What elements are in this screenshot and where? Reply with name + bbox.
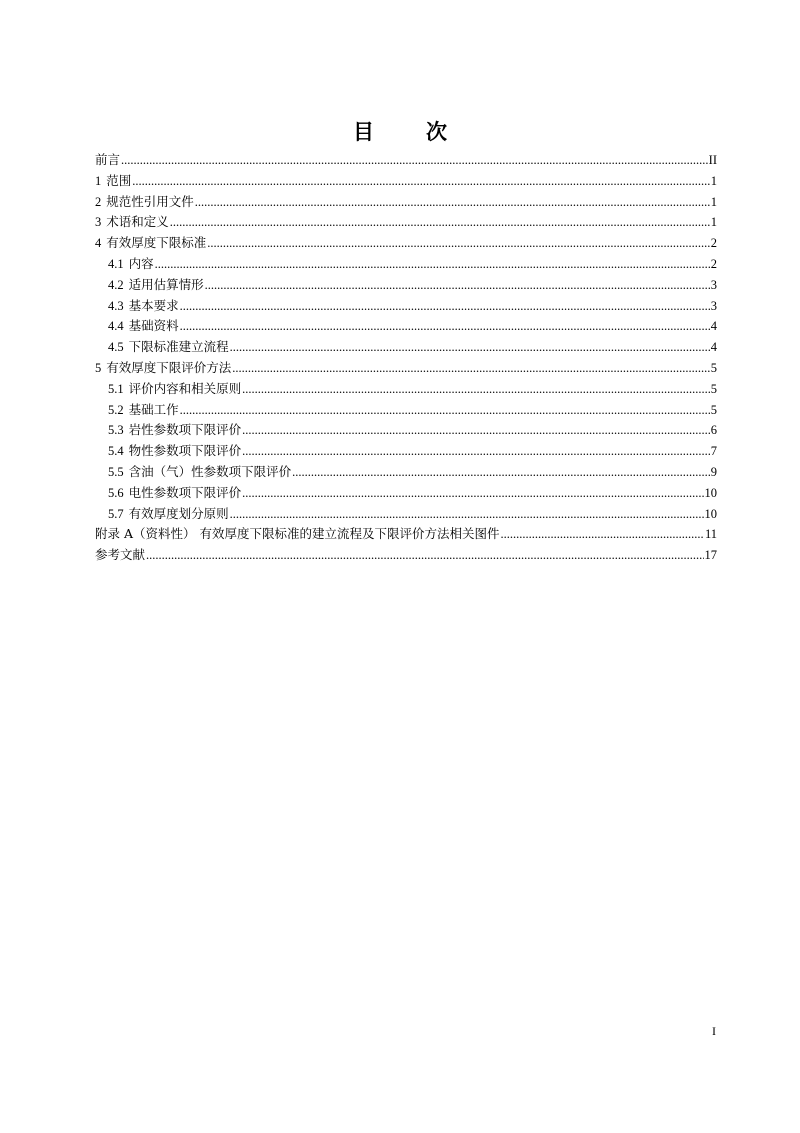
toc-entry-text: 附录 A（资料性） 有效厚度下限标准的建立流程及下限评价方法相关图件 [95,526,500,542]
toc-entry-5-6[interactable] [95,483,717,504]
toc-entry-5-5[interactable] [95,462,717,483]
toc-title-char-2: 次 [426,119,447,144]
toc-leader-dots [121,150,708,171]
toc-entry-text: 前言 [95,152,121,167]
toc-entry-number: 2 [95,194,102,209]
toc-entry-page: 10 [704,506,717,521]
toc-entry-number: 1 [95,173,102,188]
toc-entry-page: 17 [704,548,717,563]
toc-entry-4-2[interactable] [95,275,717,296]
toc-leader-dots [242,483,703,504]
toc-entry-number: 4 [95,236,102,251]
toc-entry-number: 5.2 [108,402,124,417]
toc-entry-page: 9 [710,464,717,479]
toc-entry-4-5[interactable] [95,337,717,358]
toc-entry-section-5[interactable] [95,358,717,379]
toc-entry-page: 6 [710,423,717,438]
toc-entry-page: II [708,153,717,167]
toc-entry-text: 有效厚度下限评价方法 [106,359,232,375]
toc-entry-page: 5 [710,360,717,375]
toc-entry-number: 4.5 [108,340,124,355]
toc-entry-number: 3 [95,215,102,230]
toc-leader-dots [500,524,703,545]
toc-entry-page: 5 [710,381,717,396]
toc-entry-section-4[interactable] [95,233,717,254]
toc-entry-4-1[interactable] [95,254,717,275]
toc-entry-text: 基本要求 [128,297,179,313]
toc-entry-terms-definitions[interactable] [95,212,717,233]
toc-entry-text: 基础资料 [128,318,179,334]
toc-entry-number: 5.4 [108,444,124,459]
toc-entry-4-4[interactable] [95,316,717,337]
toc-leader-dots [242,379,710,400]
toc-entry-text: 参考文献 [95,547,146,563]
toc-entry-appendix-a[interactable] [95,524,717,545]
toc-leader-dots [146,545,703,566]
toc-entry-number: 4.3 [108,298,124,313]
toc-entry-page: 3 [710,277,717,292]
toc-leader-dots [292,462,710,483]
toc-leader-dots [232,358,709,379]
toc-entry-page: 2 [710,256,717,271]
toc-entry-5-3[interactable] [95,420,717,441]
toc-leader-dots [230,504,704,525]
toc-entry-text: 范围 [106,172,132,188]
toc-entry-text: 电性参数项下限评价 [128,484,242,500]
toc-entry-page: 5 [710,402,717,417]
toc-entry-normative-references[interactable] [95,192,717,213]
toc-leader-dots [207,233,709,254]
toc-entry-text: 内容 [128,255,154,271]
toc-entry-text: 下限标准建立流程 [128,339,229,355]
toc-entry-scope[interactable] [95,171,717,192]
toc-entry-text: 术语和定义 [106,214,169,230]
toc-entry-page: 4 [710,340,717,355]
toc-entry-page: 7 [710,444,717,459]
toc-entry-5-2[interactable] [95,400,717,421]
toc-leader-dots [230,337,710,358]
toc-entry-page: 1 [710,215,717,230]
toc-title [0,116,800,146]
toc-entry-number: 4.4 [108,319,124,334]
page-number: I [712,1024,716,1038]
toc-entry-number: 4.2 [108,277,124,292]
toc-leader-dots [242,420,710,441]
toc-entry-text: 岩性参数项下限评价 [128,422,242,438]
toc-leader-dots [180,316,710,337]
toc-entry-number: 5.5 [108,464,124,479]
toc-entry-page: 10 [704,485,717,500]
toc-list [95,150,717,566]
toc-entry-number: 5.7 [108,506,124,521]
toc-leader-dots [180,400,710,421]
toc-leader-dots [205,275,710,296]
toc-entry-5-4[interactable] [95,441,717,462]
toc-entry-page: 1 [710,173,717,188]
toc-leader-dots [155,254,710,275]
toc-entry-page: 1 [710,194,717,209]
toc-leader-dots [180,296,710,317]
toc-entry-5-1[interactable] [95,379,717,400]
toc-leader-dots [242,441,710,462]
toc-entry-text: 含油（气）性参数项下限评价 [128,463,292,479]
toc-entry-number: 5.1 [108,381,124,396]
toc-entry-text: 评价内容和相关原则 [128,380,242,396]
toc-entry-number: 5 [95,360,102,375]
toc-entry-bibliography[interactable] [95,545,717,566]
toc-entry-text: 有效厚度划分原则 [128,505,229,521]
toc-leader-dots [195,192,710,213]
toc-entry-number: 5.6 [108,485,124,500]
toc-entry-text: 适用估算情形 [128,276,204,292]
toc-leader-dots [132,171,709,192]
toc-entry-number: 4.1 [108,256,124,271]
toc-entry-page: 2 [710,236,717,251]
toc-entry-4-3[interactable] [95,296,717,317]
toc-entry-number: 5.3 [108,423,124,438]
toc-entry-page: 11 [704,527,717,542]
toc-entry-page: 4 [710,319,717,334]
toc-leader-dots [170,212,710,233]
toc-entry-text: 物性参数项下限评价 [128,443,242,459]
toc-entry-text: 基础工作 [128,401,179,417]
toc-entry-text: 有效厚度下限标准 [106,235,207,251]
toc-entry-text: 规范性引用文件 [106,193,194,209]
toc-entry-5-7[interactable] [95,504,717,525]
toc-title-char-1: 目 [353,119,374,144]
toc-entry-foreword[interactable] [95,150,717,171]
toc-entry-page: 3 [710,298,717,313]
